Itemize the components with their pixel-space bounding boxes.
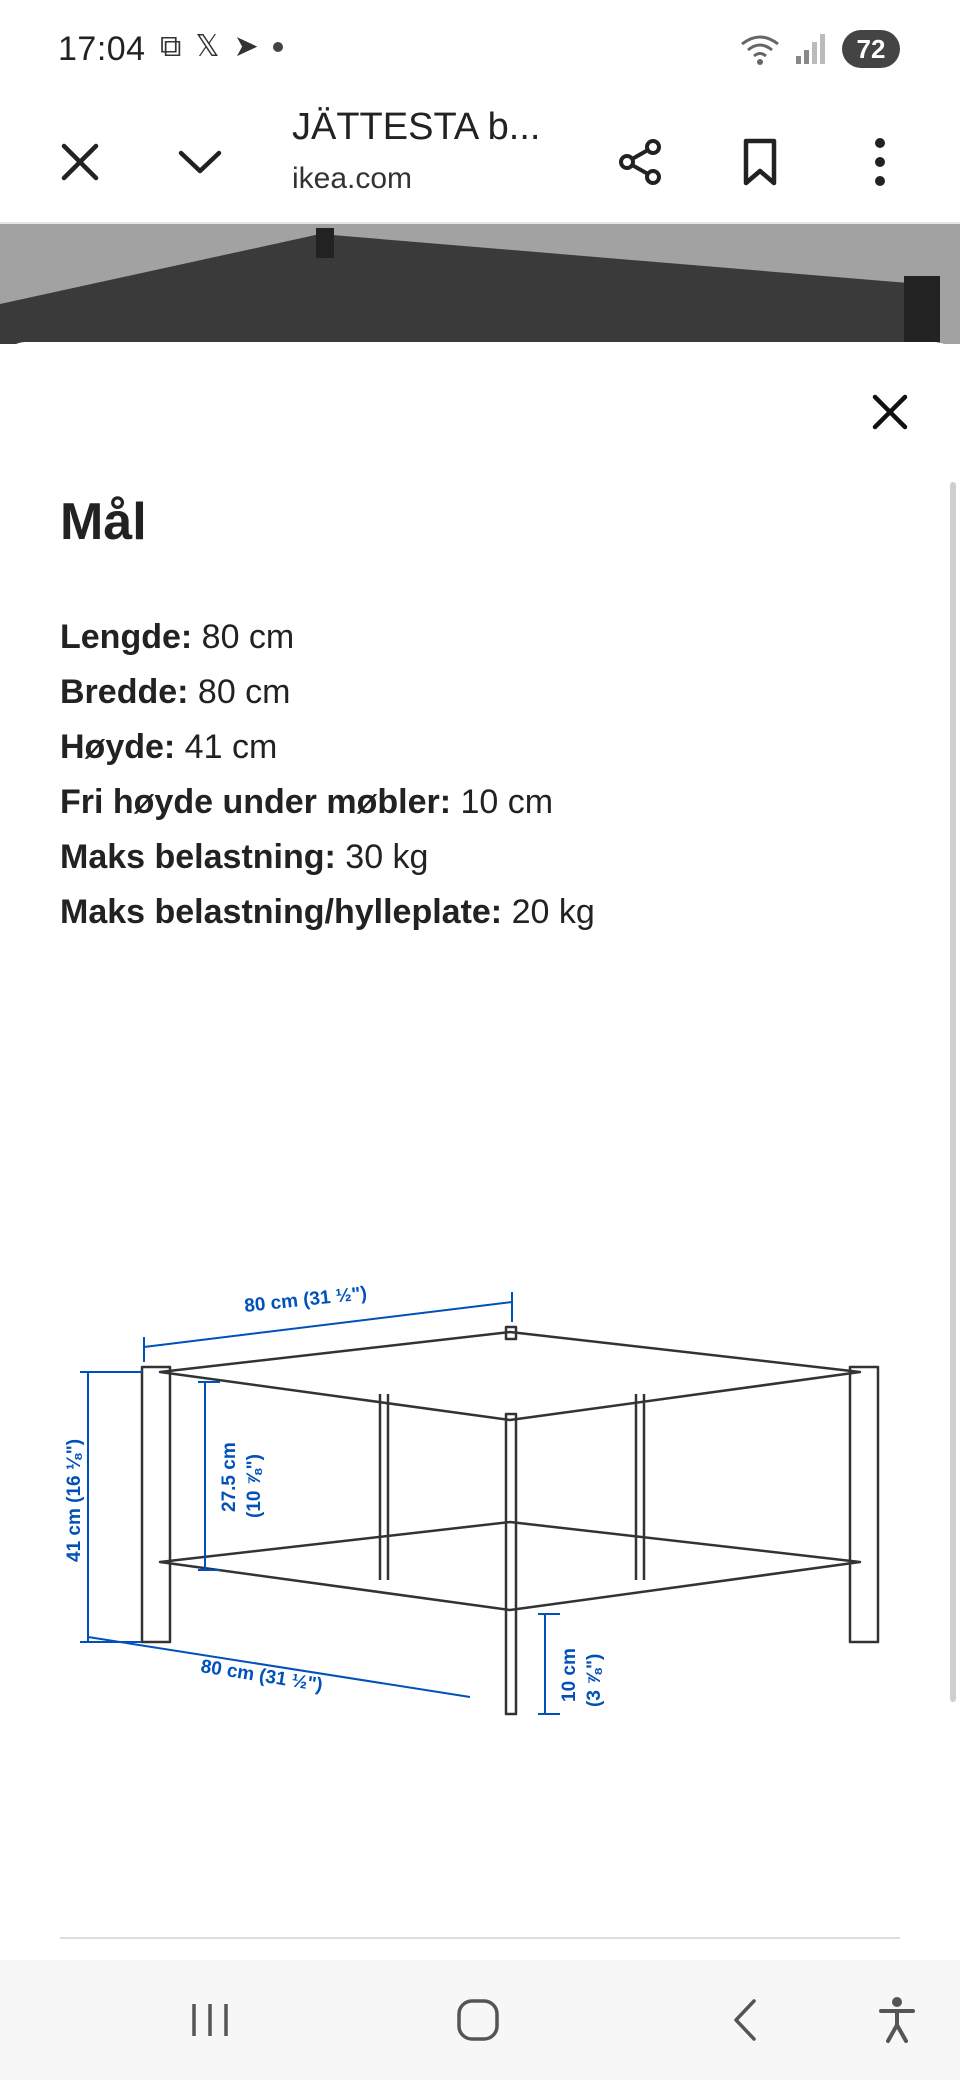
height-label: 41 cm (16 ⅛") (64, 1438, 85, 1562)
page-title[interactable]: JÄTTESTA b... (292, 106, 541, 148)
recent-apps-button[interactable] (165, 1980, 255, 2060)
navigation-bar (0, 1960, 960, 2080)
close-sheet-button[interactable] (850, 372, 930, 452)
more-notifications-icon (273, 42, 283, 52)
dimension-value: 80 cm (188, 673, 291, 711)
signal-icon (794, 32, 828, 66)
leg-left (142, 1367, 170, 1642)
depth-label: 80 cm (31 ½") (199, 1656, 325, 1697)
status-time: 17:04 (58, 30, 146, 68)
clearance-label: 10 cm (559, 1648, 580, 1702)
telegram-icon: ➤ (233, 30, 259, 63)
dimension-value: 10 cm (451, 783, 554, 821)
dimension-row (60, 775, 595, 830)
more-options-button[interactable] (840, 122, 920, 202)
system-icons (740, 30, 900, 68)
bookmark-button[interactable] (720, 122, 800, 202)
dimension-row (60, 610, 595, 665)
x-app-icon: 𝕏 (195, 30, 220, 63)
notification-icons (160, 32, 283, 62)
recent-apps-icon (188, 2000, 232, 2040)
more-vert-icon (870, 137, 890, 187)
leg-right (850, 1367, 878, 1642)
dimension-diagram (60, 1162, 900, 1707)
product-image (0, 224, 960, 344)
dimension-label: Maks belastning: (60, 838, 336, 876)
dimension-row (60, 665, 595, 720)
wifi-icon (740, 32, 780, 66)
custom-tab-toolbar (0, 100, 960, 224)
accessibility-button[interactable] (852, 1980, 942, 2060)
accessibility-icon (877, 1995, 917, 2045)
minimize-tab-button[interactable] (160, 122, 240, 202)
close-icon (871, 393, 909, 431)
status-bar (0, 0, 960, 100)
chevron-down-icon (177, 147, 223, 177)
clearance-label-inch: (3 ⅞") (584, 1653, 605, 1707)
home-icon (455, 1997, 501, 2043)
top-shelf (160, 1332, 860, 1420)
shelf-gap-label-inch: (10 ⅞") (244, 1454, 265, 1518)
dimensions-sheet (0, 342, 960, 1960)
share-button[interactable] (600, 122, 680, 202)
dimension-value: 80 cm (192, 618, 295, 656)
screenshot-icon: ⧉ (160, 30, 182, 63)
section-title: Mål (60, 493, 147, 551)
dimension-row (60, 885, 595, 940)
divider (60, 1937, 900, 1939)
dimension-value: 41 cm (175, 728, 278, 766)
back-button[interactable] (700, 1980, 790, 2060)
dimension-value: 20 kg (502, 893, 595, 931)
dimension-list (60, 610, 595, 940)
bookmark-icon (740, 137, 780, 187)
close-icon (60, 142, 100, 182)
dimension-label: Maks belastning/hylleplate: (60, 893, 503, 931)
back-icon (730, 1997, 760, 2043)
dimension-row (60, 720, 595, 775)
dimension-label: Høyde: (60, 728, 176, 766)
share-icon (615, 137, 665, 187)
scrollbar[interactable] (950, 482, 956, 1702)
close-tab-button[interactable] (40, 122, 120, 202)
home-button[interactable] (433, 1980, 523, 2060)
bottom-shelf (160, 1522, 860, 1610)
battery-indicator: 72 (842, 30, 900, 68)
leg-front (506, 1414, 516, 1714)
dimension-label: Fri høyde under møbler: (60, 783, 452, 821)
dimension-label: Lengde: (60, 618, 193, 656)
shelf-gap-label: 27.5 cm (219, 1442, 240, 1512)
dimension-row (60, 830, 595, 885)
width-label: 80 cm (31 ½") (243, 1283, 368, 1317)
page-url[interactable]: ikea.com (292, 162, 413, 195)
dimension-label: Bredde: (60, 673, 189, 711)
dimension-value: 30 kg (335, 838, 429, 876)
